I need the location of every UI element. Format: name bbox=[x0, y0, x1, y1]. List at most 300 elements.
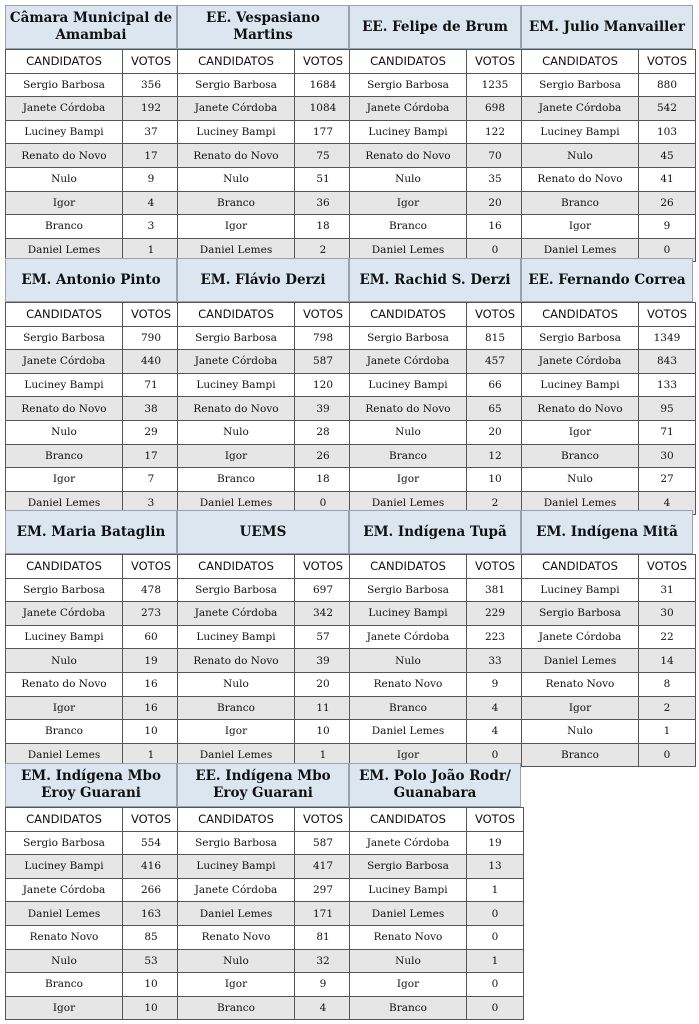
table-row bbox=[350, 625, 524, 649]
table-row bbox=[522, 672, 696, 696]
candidate-name: Luciney Bampi bbox=[178, 625, 295, 649]
vote-count: 35 bbox=[467, 167, 524, 191]
candidate-name: Janete Córdoba bbox=[350, 831, 467, 855]
table-row bbox=[522, 191, 696, 215]
votes-table bbox=[177, 554, 352, 767]
vote-count: 4 bbox=[467, 720, 524, 744]
candidate-name: Renato do Novo bbox=[6, 144, 123, 168]
candidate-name: Janete Córdoba bbox=[522, 97, 639, 121]
candidate-name: Branco bbox=[6, 973, 123, 997]
candidate-name: Renato do Novo bbox=[350, 397, 467, 421]
vote-count: 229 bbox=[467, 602, 524, 626]
table-row bbox=[178, 996, 352, 1020]
vote-count: 20 bbox=[467, 420, 524, 444]
table-row bbox=[6, 949, 180, 973]
table-row bbox=[178, 120, 352, 144]
candidate-name: Janete Córdoba bbox=[6, 602, 123, 626]
table-row bbox=[522, 602, 696, 626]
candidate-name: Igor bbox=[6, 996, 123, 1020]
candidate-name: Sergio Barbosa bbox=[6, 73, 123, 97]
vote-count: 1 bbox=[123, 238, 180, 262]
candidate-name: Renato do Novo bbox=[350, 144, 467, 168]
votes-table bbox=[177, 49, 352, 262]
votes-table bbox=[5, 807, 180, 1020]
vote-count: 16 bbox=[467, 215, 524, 239]
vote-count: 38 bbox=[123, 397, 180, 421]
candidate-name: Renato Novo bbox=[6, 925, 123, 949]
table-row bbox=[6, 444, 180, 468]
table-row bbox=[522, 578, 696, 602]
table-row bbox=[6, 397, 180, 421]
candidate-name: Sergio Barbosa bbox=[6, 578, 123, 602]
vote-count: 266 bbox=[123, 878, 180, 902]
candidate-name: Luciney Bampi bbox=[6, 120, 123, 144]
candidate-name: Nulo bbox=[178, 167, 295, 191]
votes-table bbox=[521, 49, 696, 262]
table-row bbox=[178, 215, 352, 239]
table-row bbox=[178, 855, 352, 879]
vote-count: 2 bbox=[467, 491, 524, 515]
vote-count: 440 bbox=[123, 350, 180, 374]
candidate-name: Sergio Barbosa bbox=[6, 326, 123, 350]
candidate-name: Janete Córdoba bbox=[178, 878, 295, 902]
candidate-name: Nulo bbox=[522, 720, 639, 744]
votes-table bbox=[177, 807, 352, 1020]
candidate-name: Sergio Barbosa bbox=[178, 831, 295, 855]
vote-count: 20 bbox=[295, 672, 352, 696]
table-row bbox=[350, 878, 524, 902]
candidate-name: Igor bbox=[6, 191, 123, 215]
vote-count: 273 bbox=[123, 602, 180, 626]
table-row bbox=[6, 996, 180, 1020]
candidate-name: Branco bbox=[350, 696, 467, 720]
table-row bbox=[350, 855, 524, 879]
candidate-name: Renato Novo bbox=[350, 925, 467, 949]
candidate-name: Nulo bbox=[350, 649, 467, 673]
vote-count: 10 bbox=[123, 720, 180, 744]
vote-count: 66 bbox=[467, 373, 524, 397]
table-row bbox=[178, 925, 352, 949]
vote-count: 51 bbox=[295, 167, 352, 191]
votes-column-header: VOTOS bbox=[467, 808, 524, 832]
candidate-name: Renato do Novo bbox=[178, 144, 295, 168]
candidate-name: Janete Córdoba bbox=[6, 878, 123, 902]
table-row bbox=[6, 649, 180, 673]
candidates-column-header: CANDIDATOS bbox=[350, 303, 467, 327]
candidates-column-header: CANDIDATOS bbox=[6, 555, 123, 579]
vote-count: 9 bbox=[467, 672, 524, 696]
table-row bbox=[178, 420, 352, 444]
votes-column-header: VOTOS bbox=[123, 808, 180, 832]
table-row bbox=[178, 696, 352, 720]
table-row bbox=[6, 672, 180, 696]
vote-count: 0 bbox=[639, 743, 696, 767]
vote-count: 0 bbox=[467, 902, 524, 926]
vote-count: 342 bbox=[295, 602, 352, 626]
station-title: EM. Julio Manvailler bbox=[521, 5, 693, 49]
station-block bbox=[177, 258, 349, 515]
candidate-name: Daniel Lemes bbox=[350, 902, 467, 926]
candidate-name: Daniel Lemes bbox=[522, 649, 639, 673]
votes-column-header: VOTOS bbox=[639, 303, 696, 327]
vote-count: 17 bbox=[123, 444, 180, 468]
table-row bbox=[6, 602, 180, 626]
vote-count: 587 bbox=[295, 831, 352, 855]
vote-count: 587 bbox=[295, 350, 352, 374]
vote-count: 457 bbox=[467, 350, 524, 374]
candidate-name: Igor bbox=[350, 468, 467, 492]
vote-count: 30 bbox=[639, 602, 696, 626]
candidate-name: Janete Córdoba bbox=[178, 602, 295, 626]
table-row bbox=[350, 73, 524, 97]
votes-column-header: VOTOS bbox=[295, 808, 352, 832]
candidate-name: Sergio Barbosa bbox=[522, 73, 639, 97]
station-block bbox=[177, 5, 349, 262]
candidate-name: Sergio Barbosa bbox=[350, 578, 467, 602]
vote-count: 542 bbox=[639, 97, 696, 121]
table-row bbox=[350, 215, 524, 239]
candidate-name: Renato Novo bbox=[178, 925, 295, 949]
table-row bbox=[178, 73, 352, 97]
table-row bbox=[178, 625, 352, 649]
table-row bbox=[522, 420, 696, 444]
candidate-name: Janete Córdoba bbox=[350, 350, 467, 374]
vote-count: 223 bbox=[467, 625, 524, 649]
table-row bbox=[350, 996, 524, 1020]
table-row bbox=[350, 120, 524, 144]
candidates-column-header: CANDIDATOS bbox=[350, 555, 467, 579]
vote-count: 29 bbox=[123, 420, 180, 444]
station-title: EE. Vespasiano Martins bbox=[177, 5, 349, 49]
vote-count: 0 bbox=[467, 238, 524, 262]
vote-count: 1 bbox=[639, 720, 696, 744]
candidate-name: Luciney Bampi bbox=[6, 855, 123, 879]
candidate-name: Renato do Novo bbox=[6, 397, 123, 421]
candidates-column-header: CANDIDATOS bbox=[6, 50, 123, 74]
table-header-row bbox=[522, 555, 696, 579]
candidate-name: Igor bbox=[350, 973, 467, 997]
table-row bbox=[522, 625, 696, 649]
vote-count: 1 bbox=[467, 878, 524, 902]
candidate-name: Daniel Lemes bbox=[178, 238, 295, 262]
votes-column-header: VOTOS bbox=[123, 555, 180, 579]
table-row bbox=[350, 420, 524, 444]
table-row bbox=[350, 97, 524, 121]
table-row bbox=[350, 973, 524, 997]
table-row bbox=[178, 144, 352, 168]
candidate-name: Daniel Lemes bbox=[178, 743, 295, 767]
table-row bbox=[178, 326, 352, 350]
table-row bbox=[178, 97, 352, 121]
votes-column-header: VOTOS bbox=[467, 50, 524, 74]
candidate-name: Igor bbox=[178, 973, 295, 997]
vote-count: 163 bbox=[123, 902, 180, 926]
candidate-name: Nulo bbox=[6, 649, 123, 673]
table-row bbox=[6, 326, 180, 350]
vote-count: 0 bbox=[467, 743, 524, 767]
candidate-name: Nulo bbox=[6, 420, 123, 444]
table-header-row bbox=[522, 50, 696, 74]
vote-count: 0 bbox=[639, 238, 696, 262]
vote-count: 7 bbox=[123, 468, 180, 492]
vote-count: 417 bbox=[295, 855, 352, 879]
table-row bbox=[178, 672, 352, 696]
vote-count: 27 bbox=[639, 468, 696, 492]
candidate-name: Daniel Lemes bbox=[522, 238, 639, 262]
vote-count: 39 bbox=[295, 649, 352, 673]
vote-count: 36 bbox=[295, 191, 352, 215]
candidate-name: Branco bbox=[178, 996, 295, 1020]
candidate-name: Nulo bbox=[350, 420, 467, 444]
vote-count: 81 bbox=[295, 925, 352, 949]
candidate-name: Janete Córdoba bbox=[178, 97, 295, 121]
table-row bbox=[6, 878, 180, 902]
candidates-column-header: CANDIDATOS bbox=[6, 303, 123, 327]
table-header-row bbox=[178, 50, 352, 74]
candidate-name: Janete Córdoba bbox=[178, 350, 295, 374]
candidate-name: Renato do Novo bbox=[178, 397, 295, 421]
candidate-name: Branco bbox=[350, 444, 467, 468]
votes-column-header: VOTOS bbox=[639, 555, 696, 579]
vote-count: 26 bbox=[295, 444, 352, 468]
station-title: EM. Polo João Rodr/ Guanabara bbox=[349, 763, 521, 807]
station-title: EM. Flávio Derzi bbox=[177, 258, 349, 302]
votes-column-header: VOTOS bbox=[295, 555, 352, 579]
vote-count: 71 bbox=[123, 373, 180, 397]
table-row bbox=[350, 672, 524, 696]
candidate-name: Igor bbox=[178, 215, 295, 239]
vote-count: 12 bbox=[467, 444, 524, 468]
table-row bbox=[350, 602, 524, 626]
table-row bbox=[350, 696, 524, 720]
candidate-name: Daniel Lemes bbox=[522, 491, 639, 515]
table-row bbox=[178, 350, 352, 374]
vote-count: 53 bbox=[123, 949, 180, 973]
candidate-name: Daniel Lemes bbox=[6, 238, 123, 262]
table-row bbox=[522, 696, 696, 720]
votes-table bbox=[349, 49, 524, 262]
vote-count: 14 bbox=[639, 649, 696, 673]
vote-count: 17 bbox=[123, 144, 180, 168]
table-row bbox=[522, 468, 696, 492]
station-block bbox=[5, 763, 177, 1020]
vote-count: 698 bbox=[467, 97, 524, 121]
vote-count: 37 bbox=[123, 120, 180, 144]
vote-count: 19 bbox=[123, 649, 180, 673]
table-row bbox=[6, 97, 180, 121]
vote-count: 192 bbox=[123, 97, 180, 121]
vote-count: 60 bbox=[123, 625, 180, 649]
table-row bbox=[178, 949, 352, 973]
candidate-name: Renato do Novo bbox=[522, 167, 639, 191]
candidate-name: Sergio Barbosa bbox=[522, 326, 639, 350]
vote-count: 1684 bbox=[295, 73, 352, 97]
station-block bbox=[349, 763, 521, 1020]
candidates-column-header: CANDIDATOS bbox=[350, 50, 467, 74]
candidate-name: Branco bbox=[178, 191, 295, 215]
table-row bbox=[6, 625, 180, 649]
candidate-name: Sergio Barbosa bbox=[350, 326, 467, 350]
vote-count: 843 bbox=[639, 350, 696, 374]
candidate-name: Sergio Barbosa bbox=[178, 73, 295, 97]
station-block bbox=[349, 258, 521, 515]
vote-count: 71 bbox=[639, 420, 696, 444]
table-header-row bbox=[350, 555, 524, 579]
station-block bbox=[177, 763, 349, 1020]
table-row bbox=[178, 831, 352, 855]
candidates-column-header: CANDIDATOS bbox=[178, 808, 295, 832]
candidate-name: Nulo bbox=[178, 420, 295, 444]
station-block bbox=[521, 5, 693, 262]
table-row bbox=[522, 720, 696, 744]
table-row bbox=[350, 649, 524, 673]
candidate-name: Renato do Novo bbox=[522, 397, 639, 421]
vote-count: 1 bbox=[467, 949, 524, 973]
table-row bbox=[522, 649, 696, 673]
table-row bbox=[350, 578, 524, 602]
candidate-name: Branco bbox=[522, 444, 639, 468]
table-row bbox=[178, 444, 352, 468]
candidate-name: Branco bbox=[178, 468, 295, 492]
candidate-name: Nulo bbox=[522, 144, 639, 168]
vote-count: 32 bbox=[295, 949, 352, 973]
table-header-row bbox=[6, 303, 180, 327]
candidate-name: Luciney Bampi bbox=[350, 878, 467, 902]
candidate-name: Nulo bbox=[178, 672, 295, 696]
table-row bbox=[6, 215, 180, 239]
candidate-name: Branco bbox=[6, 720, 123, 744]
candidate-name: Daniel Lemes bbox=[178, 491, 295, 515]
vote-count: 18 bbox=[295, 215, 352, 239]
votes-column-header: VOTOS bbox=[123, 303, 180, 327]
table-row bbox=[350, 373, 524, 397]
vote-count: 798 bbox=[295, 326, 352, 350]
candidate-name: Branco bbox=[6, 215, 123, 239]
table-header-row bbox=[6, 50, 180, 74]
station-block bbox=[5, 258, 177, 515]
station-title: EE. Felipe de Brum bbox=[349, 5, 521, 49]
vote-count: 10 bbox=[123, 973, 180, 997]
vote-count: 4 bbox=[295, 996, 352, 1020]
votes-table bbox=[5, 554, 180, 767]
candidate-name: Branco bbox=[522, 743, 639, 767]
vote-count: 57 bbox=[295, 625, 352, 649]
table-row bbox=[6, 120, 180, 144]
vote-count: 28 bbox=[295, 420, 352, 444]
candidate-name: Sergio Barbosa bbox=[178, 578, 295, 602]
votes-table bbox=[177, 302, 352, 515]
vote-count: 41 bbox=[639, 167, 696, 191]
candidate-name: Sergio Barbosa bbox=[6, 831, 123, 855]
table-row bbox=[350, 326, 524, 350]
vote-count: 120 bbox=[295, 373, 352, 397]
vote-count: 697 bbox=[295, 578, 352, 602]
station-title: Câmara Municipal de Amambai bbox=[5, 5, 177, 49]
vote-count: 815 bbox=[467, 326, 524, 350]
candidates-column-header: CANDIDATOS bbox=[178, 303, 295, 327]
vote-count: 9 bbox=[295, 973, 352, 997]
votes-column-header: VOTOS bbox=[295, 303, 352, 327]
table-row bbox=[178, 167, 352, 191]
table-header-row bbox=[522, 303, 696, 327]
vote-count: 4 bbox=[467, 696, 524, 720]
station-title: EM. Indígena Mbo Eroy Guarani bbox=[5, 763, 177, 807]
table-row bbox=[6, 925, 180, 949]
votes-table bbox=[521, 302, 696, 515]
candidate-name: Luciney Bampi bbox=[178, 120, 295, 144]
votes-table bbox=[349, 302, 524, 515]
votes-column-header: VOTOS bbox=[639, 50, 696, 74]
table-row bbox=[350, 902, 524, 926]
candidates-column-header: CANDIDATOS bbox=[178, 555, 295, 579]
candidates-column-header: CANDIDATOS bbox=[350, 808, 467, 832]
table-row bbox=[350, 144, 524, 168]
candidate-name: Sergio Barbosa bbox=[350, 855, 467, 879]
table-header-row bbox=[350, 303, 524, 327]
table-row bbox=[178, 373, 352, 397]
table-row bbox=[6, 350, 180, 374]
vote-count: 4 bbox=[123, 191, 180, 215]
table-row bbox=[178, 878, 352, 902]
candidate-name: Luciney Bampi bbox=[350, 120, 467, 144]
candidate-name: Igor bbox=[522, 215, 639, 239]
vote-count: 31 bbox=[639, 578, 696, 602]
candidate-name: Renato Novo bbox=[522, 672, 639, 696]
table-row bbox=[350, 925, 524, 949]
candidate-name: Daniel Lemes bbox=[350, 491, 467, 515]
candidate-name: Igor bbox=[350, 743, 467, 767]
table-row bbox=[6, 167, 180, 191]
candidate-name: Renato Novo bbox=[350, 672, 467, 696]
vote-count: 26 bbox=[639, 191, 696, 215]
table-row bbox=[522, 215, 696, 239]
station-title: EM. Antonio Pinto bbox=[5, 258, 177, 302]
table-row bbox=[178, 649, 352, 673]
vote-count: 30 bbox=[639, 444, 696, 468]
vote-count: 10 bbox=[123, 996, 180, 1020]
table-row bbox=[350, 831, 524, 855]
candidate-name: Daniel Lemes bbox=[6, 743, 123, 767]
table-header-row bbox=[350, 50, 524, 74]
table-row bbox=[522, 167, 696, 191]
table-row bbox=[6, 144, 180, 168]
vote-count: 18 bbox=[295, 468, 352, 492]
candidate-name: Daniel Lemes bbox=[178, 902, 295, 926]
vote-count: 171 bbox=[295, 902, 352, 926]
vote-count: 75 bbox=[295, 144, 352, 168]
table-row bbox=[6, 696, 180, 720]
station-title: EE. Indígena Mbo Eroy Guarani bbox=[177, 763, 349, 807]
table-row bbox=[6, 720, 180, 744]
candidate-name: Luciney Bampi bbox=[350, 602, 467, 626]
candidate-name: Nulo bbox=[6, 949, 123, 973]
vote-count: 1084 bbox=[295, 97, 352, 121]
vote-count: 0 bbox=[467, 996, 524, 1020]
vote-count: 3 bbox=[123, 491, 180, 515]
votes-table bbox=[5, 302, 180, 515]
candidate-name: Daniel Lemes bbox=[6, 491, 123, 515]
vote-count: 16 bbox=[123, 672, 180, 696]
vote-count: 2 bbox=[295, 238, 352, 262]
candidate-name: Sergio Barbosa bbox=[178, 326, 295, 350]
candidates-column-header: CANDIDATOS bbox=[522, 555, 639, 579]
station-block bbox=[5, 5, 177, 262]
station-block bbox=[521, 258, 693, 515]
candidate-name: Renato do Novo bbox=[6, 672, 123, 696]
vote-count: 381 bbox=[467, 578, 524, 602]
candidate-name: Luciney Bampi bbox=[178, 855, 295, 879]
table-row bbox=[350, 444, 524, 468]
